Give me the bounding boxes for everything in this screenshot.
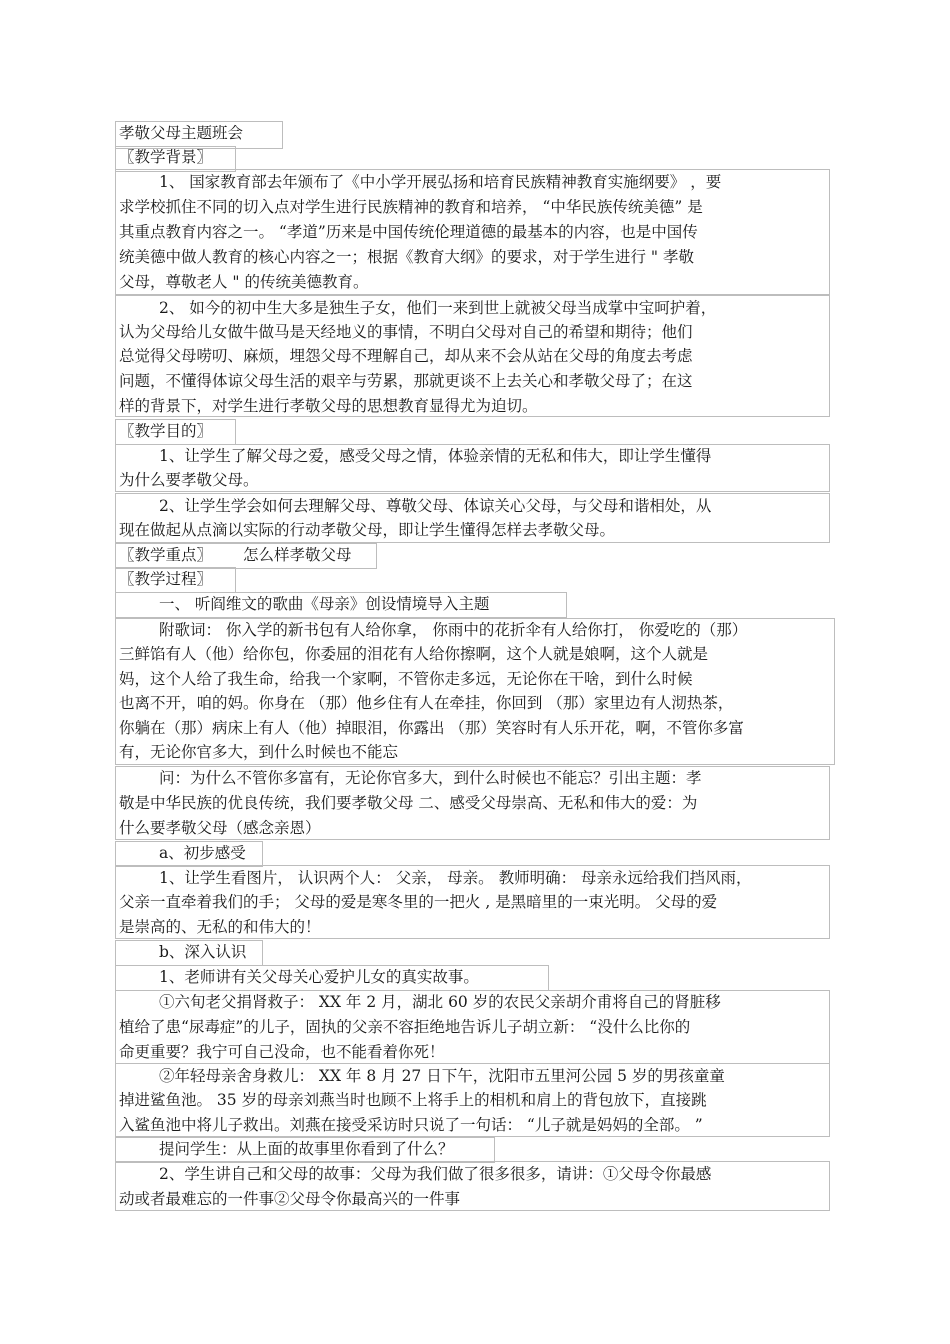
paragraph-line: 2、让学生学会如何去理解父母、尊敬父母、体谅关心父母，与父母和谐相处，从 [159,497,712,515]
paragraph-line: 问题，不懂得体谅父母生活的艰辛与劳累，那就更谈不上去关心和孝敬父母了；在这 [119,372,693,390]
paragraph-line: 1、让学生看图片， 认识两个人： 父亲， 母亲。 教师明确： 母亲永远给我们挡风雨， [159,869,752,887]
paragraph-line: 2、 如今的初中生大多是独生子女，他们一来到世上就被父母当成掌中宝呵护着， [159,299,717,317]
subsection-b-title: b、深入认识 [159,943,247,961]
question-line: 敬是中华民族的优良传统，我们要孝敬父母 二、感受父母崇高、无私和伟大的爱：为 [119,794,698,812]
paragraph-line: 1、让学生了解父母之爱，感受父母之情，体验亲情的无私和伟大，即让学生懂得 [159,447,712,465]
paragraph-line: 2、学生讲自己和父母的故事：父母为我们做了很多很多，请讲：①父母令你最感 [159,1165,712,1183]
paragraph-line: 现在做起从点滴以实际的行动孝敬父母，即让学生懂得怎样去孝敬父母。 [119,521,616,539]
subsection-a-title: a、初步感受 [159,844,246,862]
paragraph-line: 父亲一直牵着我们的手； 父母的爱是寒冬里的一把火 , 是黑暗里的一束光明。 父母的爱 [119,893,718,911]
lyrics-line: 三鲜馅有人（他）给你包，你委屈的泪花有人给你擦啊，这个人就是娘啊，这个人就是 [119,645,709,663]
story-line: ②年轻母亲舍身救儿： XX 年 8 月 27 日下午，沈阳市五里河公园 5 岁的男孩童童 [159,1067,725,1085]
paragraph-line: 求学校抓住不同的切入点对学生进行民族精神的教育和培养， “中华民族传统美德” 是 [119,198,703,216]
paragraph-line: 其重点教育内容之一。 “孝道”历来是中国传统伦理道德的最基本的内容，也是中国传 [119,223,698,241]
paragraph-line: 1、 国家教育部去年颁布了《中小学开展弘扬和培育民族精神教育实施纲要》 ，要 [159,173,722,191]
paragraph-line: 动或者最难忘的一件事②父母令你最高兴的一件事 [119,1190,461,1208]
lyrics-line: 妈，这个人给了我生命，给我一个家啊，不管你走多远，无论你在干啥，到什么时候 [119,670,693,688]
paragraph-line: 为什么要孝敬父母。 [119,471,259,489]
story-line: 入鲨鱼池中将儿子救出。刘燕在接受采访时只说了一句话： “儿子就是妈妈的全部。 ” [119,1116,703,1134]
paragraph-line: 样的背景下，对学生进行孝敬父母的思想教育显得尤为迫切。 [119,397,538,415]
lyrics-line: 附歌词： 你入学的新书包有人给你拿， 你雨中的花折伞有人给你打， 你爱吃的（那） [159,621,748,639]
lyrics-line: 你躺在（那）病床上有人（他）掉眼泪，你露出 （那）笑容时有人乐开花，啊，不管你多富 [119,719,744,737]
lyrics-line: 有，无论你官多大，到什么时候也不能忘 [119,743,399,761]
process-step: 一、 听阎维文的歌曲《母亲》创设情境导入主题 [159,595,490,613]
heading-key: 〖教学重点〗 [119,546,213,564]
story-line: 掉进鲨鱼池。 35 岁的母亲刘燕当时也顾不上将手上的相机和肩上的背包放下，直接跳 [119,1091,707,1109]
key-text: 怎么样孝敬父母 [243,546,352,564]
lyrics-line: 也离不开，咱的妈。你身在 （那）他乡住有人在牵挂，你回到 （那）家里边有人沏热茶， [119,694,734,712]
question-line: 问：为什么不管你多富有，无论你官多大，到什么时候也不能忘？引出主题：孝 [159,769,702,787]
heading-background: 〖教学背景〗 [119,148,213,166]
question-line: 什么要孝敬父母（感念亲恩） [119,819,321,837]
story-line: 命更重要？我宁可自己没命，也不能看着你死！ [119,1043,445,1061]
paragraph-line: 总觉得父母唠叨、麻烦，埋怨父母不理解自己，却从来不会从站在父母的角度去考虑 [119,347,693,365]
story-line: 植给了患“尿毒症”的儿子，固执的父亲不容拒绝地告诉儿子胡立新： “没什么比你的 [119,1018,691,1036]
story-line: ①六旬老父捐肾救子： XX 年 2 月，湖北 60 岁的农民父亲胡介甫将自己的肾脏移 [159,993,721,1011]
paragraph-line: 统美德中做人教育的核心内容之一；根据《教育大纲》的要求，对于学生进行 " 孝敬 [119,248,694,266]
paragraph-line: 是崇高的、无私的和伟大的！ [119,918,321,936]
paragraph-line: 1、老师讲有关父母关心爱护儿女的真实故事。 [159,968,479,986]
paragraph-line: 认为父母给儿女做牛做马是天经地义的事情，不明白父母对自己的希望和期待；他们 [119,323,693,341]
document-title: 孝敬父母主题班会 [119,124,244,142]
heading-goal: 〖教学目的〗 [119,422,213,440]
paragraph-line: 父母，尊敬老人 " 的传统美德教育。 [119,273,369,291]
heading-process: 〖教学过程〗 [119,570,213,588]
ask-line: 提问学生：从上面的故事里你看到了什么？ [159,1140,454,1158]
